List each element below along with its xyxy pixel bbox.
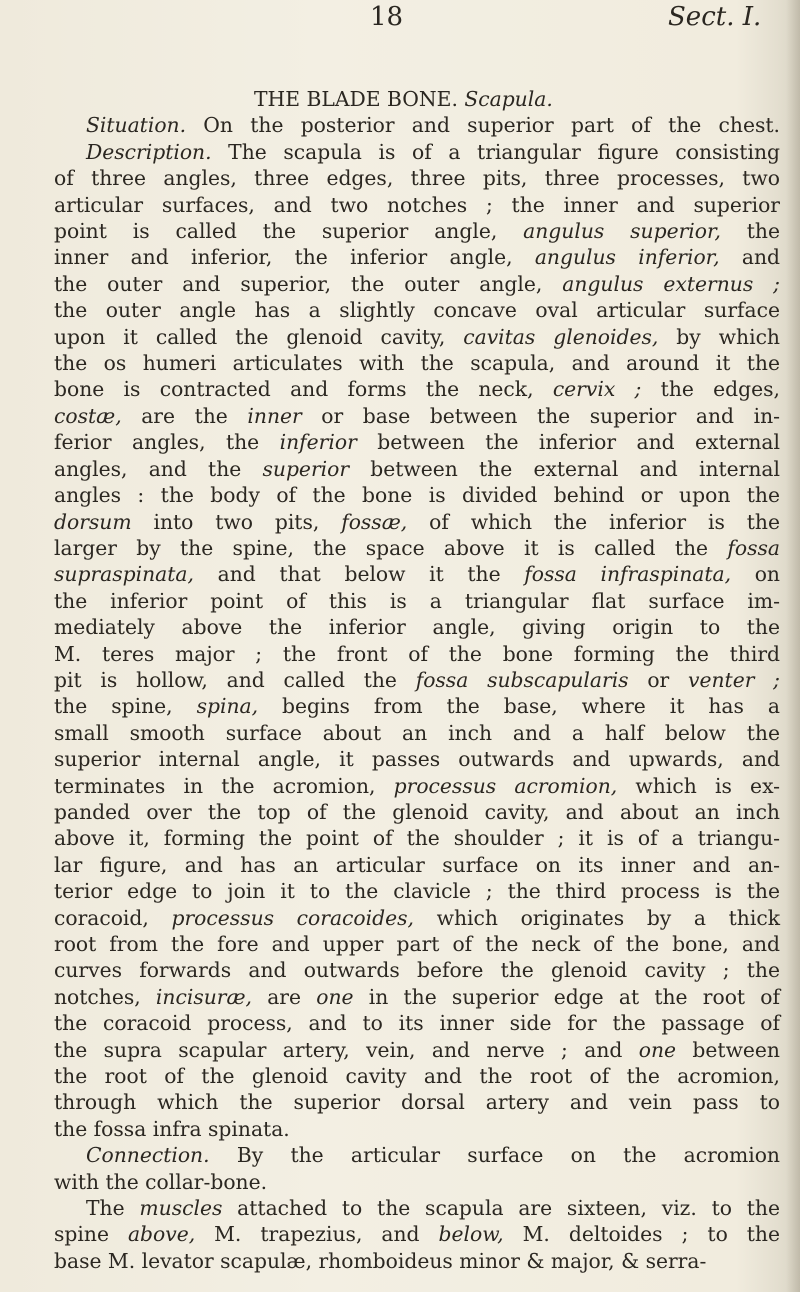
text-line: superior internal angle, it passes outwards and upwards, and [54,747,780,772]
text-line: the spine, spina, begins from the base, where it has a [54,694,780,719]
text-line: dorsum into two pits, fossæ, of which the inferior is the [54,509,780,534]
text-line: the outer angle has a slightly concave oval articular surface [54,298,780,323]
text-line: panded over the top of the glenoid cavity, and about an inch [54,799,780,824]
page-edge-shadow [786,0,800,1292]
text-line: the supra scapular artery, vein, and nerve ; and one between [54,1037,780,1062]
text-line: lar figure, and has an articular surface on its inner and an- [54,852,780,877]
text-line: mediately above the inferior angle, giving origin to the [54,615,780,640]
text-line: upon it called the glenoid cavity, cavitas glenoides, by which [54,324,780,349]
text-line: The muscles attached to the scapula are sixteen, viz. to the [86,1196,780,1221]
text-line: pit is hollow, and called the fossa subscapularis or venter ; [54,667,780,692]
text-line: the coracoid process, and to its inner side for the passage of [54,1011,780,1036]
text-line: the fossa infra spinata. [54,1116,290,1141]
text-line: with the collar-bone. [54,1169,268,1194]
text-line: costæ, are the inner or base between the superior and in- [54,403,780,428]
page-header [0,0,800,40]
text-line: articular surfaces, and two notches ; the inner and superior [54,192,780,217]
text-line: above it, forming the point of the shoulder ; it is of a triangu- [54,826,780,851]
text-line: larger by the spine, the space above it is called the fossa [54,535,780,560]
text-line: angles : the body of the bone is divided behind or upon the [54,483,780,508]
text-line: inner and inferior, the inferior angle, angulus inferior, and [54,245,780,270]
text-line: the os humeri articulates with the scapula, and around it the [54,351,780,376]
text-line: terminates in the acromion, processus acromion, which is ex- [54,773,780,798]
text-line: the inferior point of this is a triangular flat surface im- [54,588,780,613]
text-line: Description. The scapula is of a triangular figure consisting [86,139,780,164]
text-line: M. teres major ; the front of the bone forming the third [54,641,780,666]
text-line: ferior angles, the inferior between the inferior and external [54,430,780,455]
text-line: the root of the glenoid cavity and the root of the acromion, [54,1064,780,1089]
text-line: coracoid, processus coracoides, which originates by a thick [54,905,780,930]
text-line: angles, and the superior between the external and internal [54,456,780,481]
text-line: root from the fore and upper part of the neck of the bone, and [54,932,780,956]
text-line: curves forwards and outwards before the glenoid cavity ; the [54,958,780,983]
text-line: supraspinata, and that below it the fossa infraspinata, on [54,562,780,587]
text-line: point is called the superior angle, angulus superior, the [54,219,780,244]
page-number: 18 [370,2,404,32]
section-heading: Sect. I. [668,2,762,32]
text-line: notches, incisuræ, are one in the superior edge at the root of [54,984,780,1009]
text-line: small smooth surface about an inch and a half below the [54,720,780,745]
section-title: THE BLADE BONE. Scapula. [254,87,553,111]
body-text [54,86,780,1274]
text-line: through which the superior dorsal artery and vein pass to [54,1090,780,1115]
text-line: spine above, M. trapezius, and below, M. deltoides ; to the [54,1222,780,1247]
text-line: bone is contracted and forms the neck, cervix ; the edges, [54,377,780,402]
text-line: base M. levator scapulæ, rhomboideus minor & major, & serra- [54,1248,707,1273]
text-line: terior edge to join it to the clavicle ; the third process is the [54,879,780,904]
text-line: Situation. On the posterior and superior part of the chest. [86,113,780,138]
text-line: the outer and superior, the outer angle, angulus externus ; [54,271,781,296]
text-line: of three angles, three edges, three pits, three processes, two [54,166,780,191]
text-line: Connection. By the articular surface on the acromion [86,1143,780,1168]
